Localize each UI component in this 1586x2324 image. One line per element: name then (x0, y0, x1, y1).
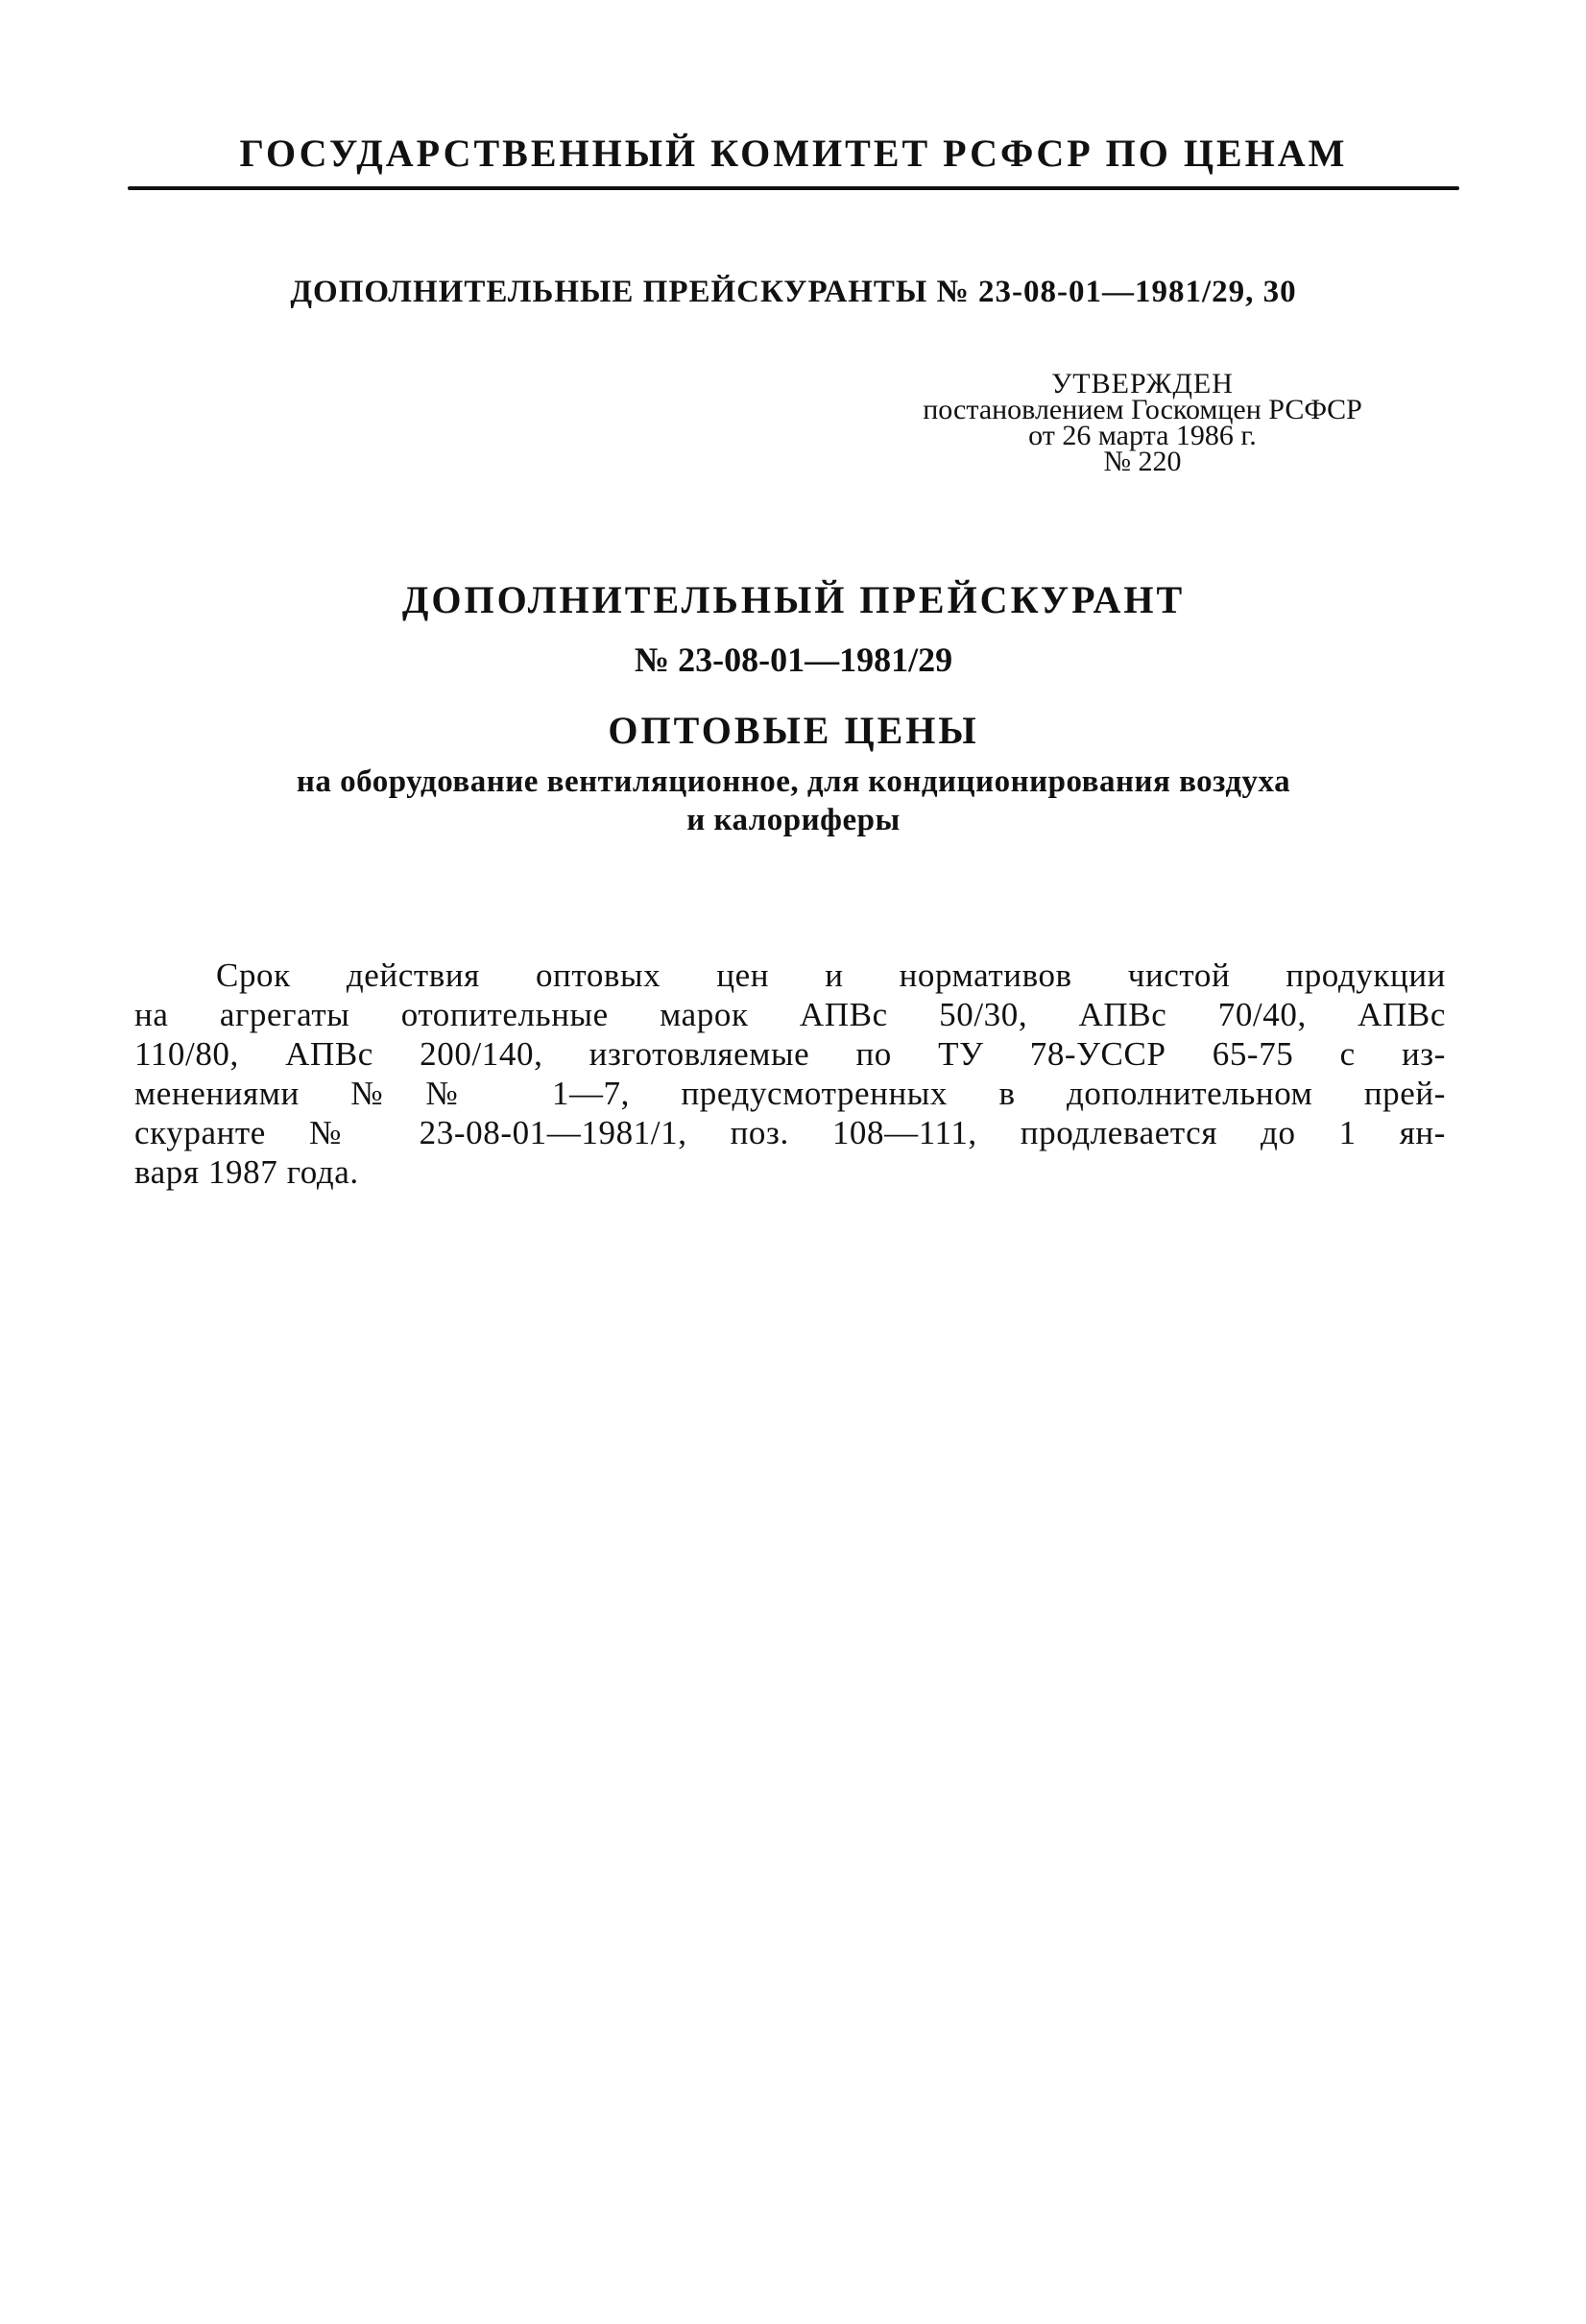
header-rule (128, 186, 1459, 190)
pricelist-title: ДОПОЛНИТЕЛЬНЫЙ ПРЕЙСКУРАНТ (401, 578, 1186, 621)
body-line: варя 1987 года. (134, 1153, 359, 1191)
subtitle (128, 763, 1459, 839)
body-line: 110/80, АПВс 200/140, изготовляемые по ТУ 78-УССР 65-75 с из- (134, 1035, 1446, 1073)
approval-label: УТВЕРЖДЕН (1051, 368, 1234, 399)
body-paragraph (134, 956, 1446, 1192)
body-line: Срок действия оптовых цен и нормативов чистой продукции (216, 956, 1446, 994)
approval-block (826, 368, 1459, 477)
body-line: менениями №№ 1—7, предусмотренных в дополнительном прей- (134, 1075, 1446, 1112)
subtitle-line: и калориферы (686, 803, 901, 837)
prices-title: ОПТОВЫЕ ЦЕНЫ (608, 709, 979, 752)
pricelists-heading: ДОПОЛНИТЕЛЬНЫЕ ПРЕЙСКУРАНТЫ № 23-08-01—1981/29, 30 (290, 275, 1297, 309)
approval-number: № 220 (1103, 446, 1182, 477)
approval-authority: постановлением Госкомцен РСФСР (923, 394, 1362, 425)
committee-title: ГОСУДАРСТВЕННЫЙ КОМИТЕТ РСФСР ПО ЦЕНАМ (239, 132, 1348, 175)
body-line: скуранте № 23-08-01—1981/1, поз. 108—111, продлевается до 1 ян- (134, 1114, 1446, 1151)
approval-date: от 26 марта 1986 г. (1028, 420, 1257, 451)
subtitle-line: на оборудование вентиляционное, для кондиционирования воздуха (296, 764, 1291, 799)
body-line: на агрегаты отопительные марок АПВс 50/30, АПВс 70/40, АПВс (134, 996, 1446, 1033)
pricelist-number: № 23-08-01—1981/29 (634, 641, 953, 679)
